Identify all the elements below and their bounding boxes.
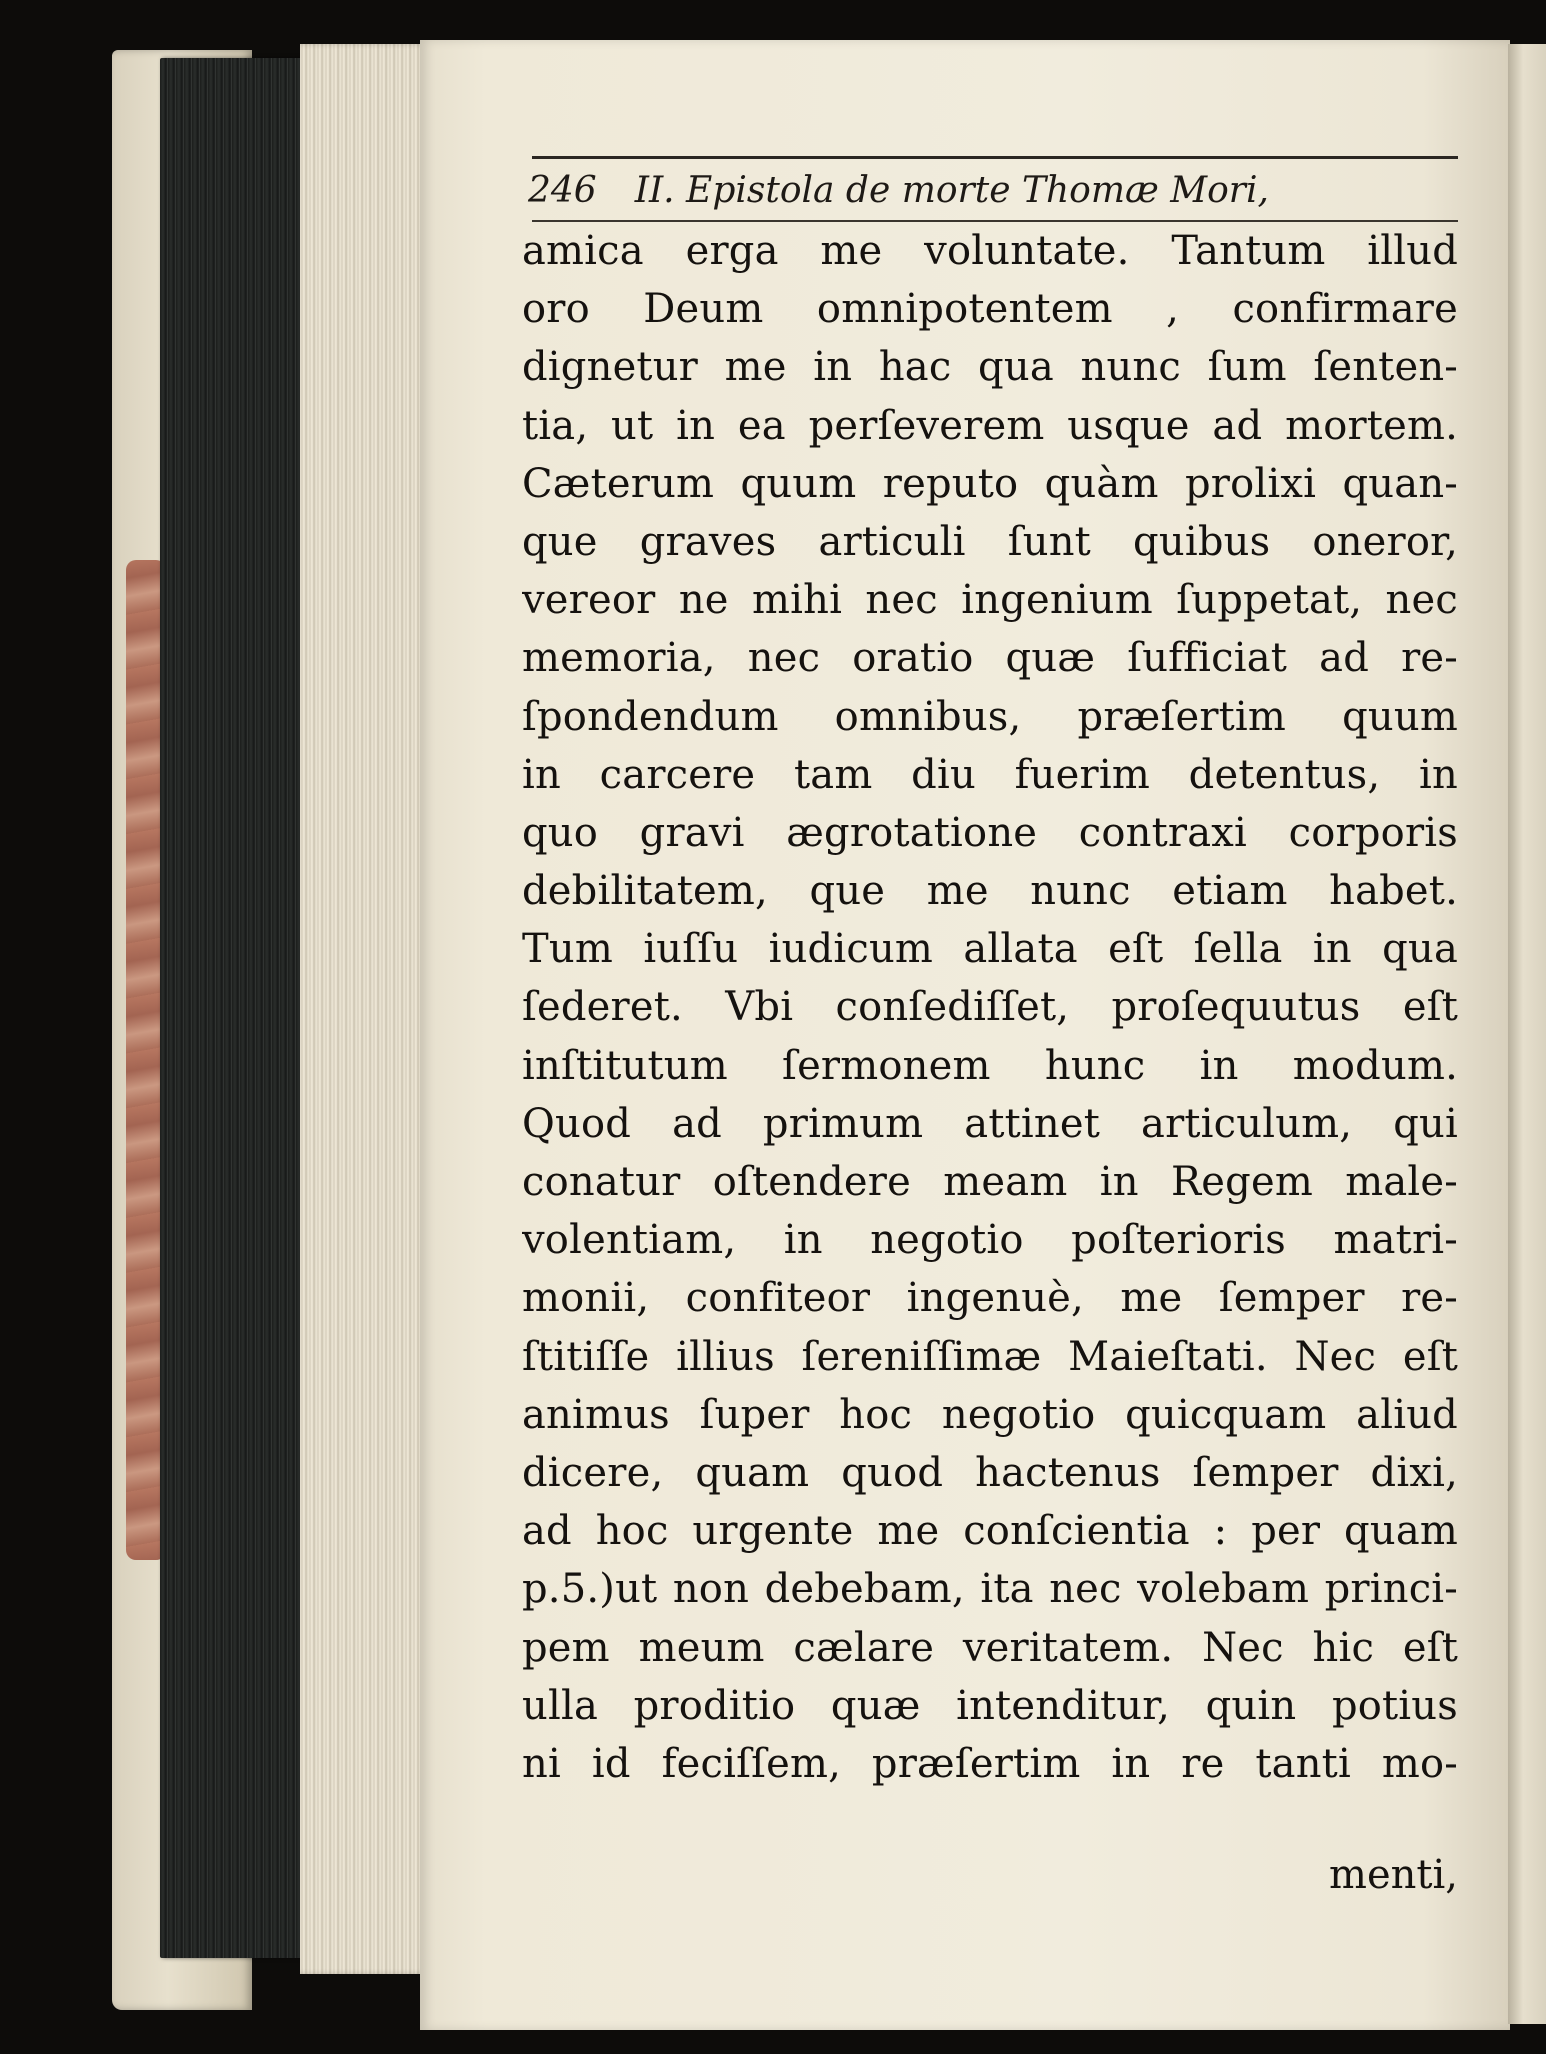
text-line: dicere, quam quod hactenus ſemper dixi, [522,1449,1458,1496]
page-number: 246 [528,170,597,211]
text-line: amica erga me voluntate. Tantum illud [522,228,1458,274]
running-title: II. Epistola de morte Thomæ Mori, [634,170,1269,211]
text-line: ulla proditio quæ intenditur, quin potius [522,1682,1458,1729]
text-line: quo gravi ægrotatione contraxi corporis [522,809,1458,856]
text-line: ad hoc urgente me conſcientia : per quam [522,1508,1458,1555]
text-line: ſpondendum omnibus, præſertim quum [522,693,1458,740]
next-page-edge [1508,44,1546,2024]
text-line: in carcere tam diu fuerim detentus, in [522,751,1458,798]
text-line: tia, ut in ea perſeverem usque ad mortem. [522,402,1458,449]
text-line: oro Deum omnipotentem , confirmare [522,286,1458,333]
text-line: Cæterum quum reputo quàm prolixi quan- [522,460,1458,507]
text-line: dignetur me in hac qua nunc ſum ſenten- [522,344,1458,391]
text-line: Tum iuſſu iudicum allata eſt ſella in qua [522,926,1458,973]
running-head [528,164,1428,218]
text-line: inſtitutum ſermonem hunc in modum. [522,1042,1458,1089]
text-line: debilitatem, que me nunc etiam habet. [522,868,1458,915]
text-line: p.5.)ut non debebam, ita nec volebam princi- [522,1566,1458,1613]
text-line: memoria, nec oratio quæ ſufficiat ad re- [522,635,1458,682]
text-line: monii, confiteor ingenuè, me ſemper re- [522,1275,1458,1322]
text-line: ſtitiſſe illius ſereniſſimæ Maieſtati. Nec eſt [522,1333,1458,1380]
text-line: conatur oſtendere meam in Regem male- [522,1159,1458,1205]
body-text [522,222,1458,1793]
page-edges-dark [160,58,302,1958]
header-rule-top [532,156,1458,159]
text-line: Quod ad primum attinet articulum, qui [522,1100,1458,1147]
text-line: ni id feciſſem, præſertim in re tanti mo- [522,1740,1458,1787]
text-line: animus ſuper hoc negotio quicquam aliud [522,1391,1458,1438]
text-line: pem meum cælare veritatem. Nec hic eſt [522,1624,1458,1671]
catchword: menti, [1329,1852,1458,1898]
text-line: vereor ne mihi nec ingenium ſuppetat, nec [522,577,1458,624]
text-line: volentiam, in negotio poſterioris matri- [522,1217,1458,1264]
page-edges-light [300,44,428,1974]
text-line: que graves articuli ſunt quibus oneror, [522,518,1458,565]
text-line: ſederet. Vbi conſediſſet, proſequutus eſt [522,984,1458,1031]
